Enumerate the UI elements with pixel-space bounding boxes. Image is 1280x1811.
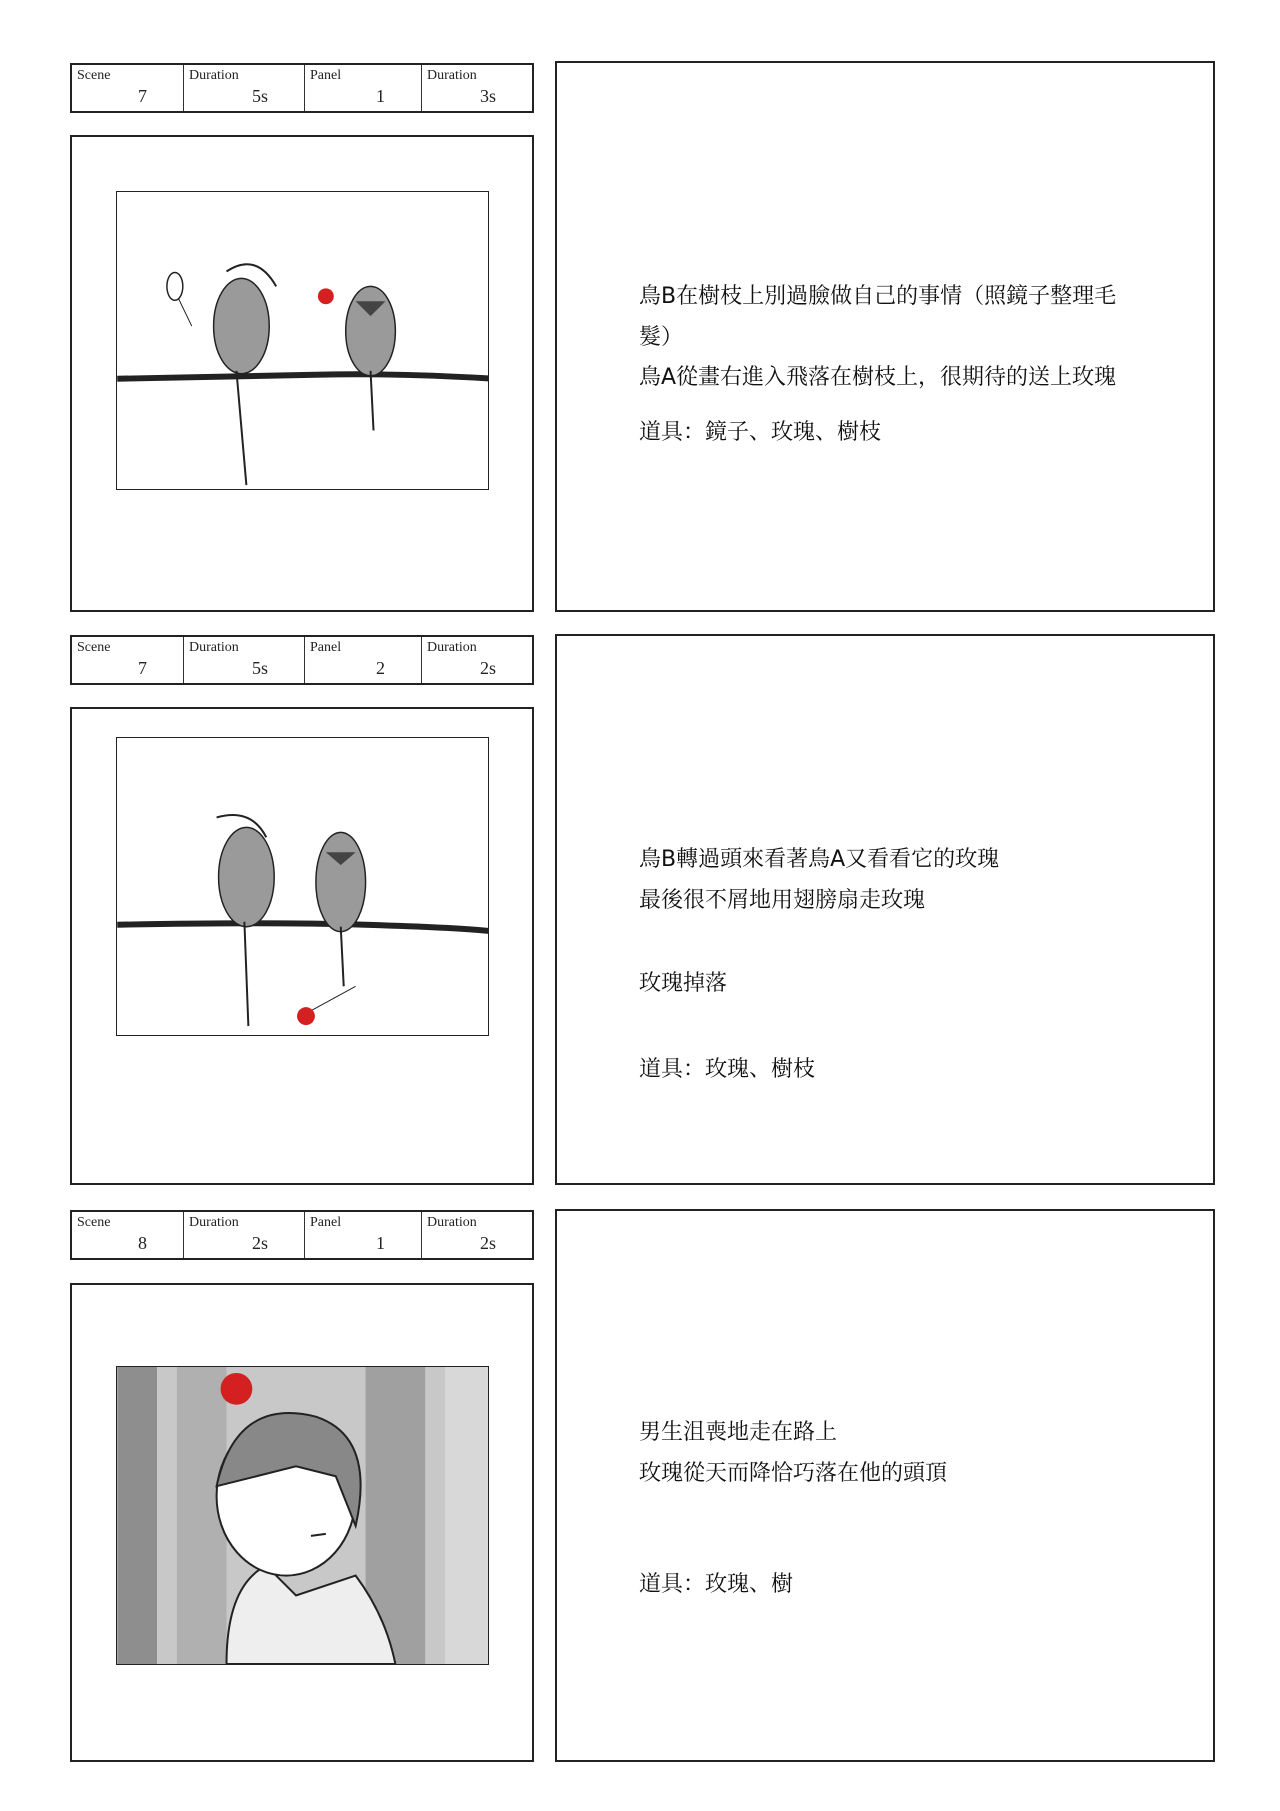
panel-image-box-3 (70, 1283, 534, 1762)
panel-duration-value: 2s (479, 1233, 496, 1253)
panel-image-box-1 (70, 135, 534, 612)
duration-label: Duration (189, 1215, 239, 1230)
scene-value: 7 (138, 86, 147, 106)
description-line: 髮） (639, 325, 684, 350)
description-line: 鳥B在樹枝上別過臉做自己的事情（照鏡子整理毛 (639, 284, 1117, 309)
duration-value: 2s (251, 1233, 268, 1253)
panel-duration-label: Duration (427, 640, 477, 655)
panel-label: Panel (310, 1215, 342, 1230)
sketch-birds-rose-falling (116, 737, 489, 1036)
props-line: 道具：鏡子、玫瑰、樹枝 (639, 420, 882, 445)
panel-duration-value: 2s (479, 658, 496, 678)
description-line: 鳥A從畫右進入飛落在樹枝上，很期待的送上玫瑰 (639, 365, 1117, 390)
description-line: 最後很不屑地用翅膀扇走玫瑰 (639, 888, 926, 913)
panel-header-2 (70, 635, 534, 685)
description-box-1 (555, 61, 1215, 612)
props-line: 道具：玫瑰、樹枝 (639, 1057, 816, 1082)
panel-duration-label: Duration (427, 1215, 477, 1230)
scene-label: Scene (77, 1215, 111, 1230)
duration-value: 5s (251, 86, 268, 106)
description-line: 玫瑰掉落 (639, 971, 728, 996)
scene-value: 7 (138, 658, 147, 678)
panel-duration-value: 3s (479, 86, 496, 106)
duration-value: 5s (251, 658, 268, 678)
scene-value: 8 (138, 1233, 147, 1253)
props-line: 道具：玫瑰、樹 (639, 1572, 794, 1597)
description-line: 男生沮喪地走在路上 (639, 1420, 838, 1445)
panel-value: 1 (376, 86, 385, 106)
panel-image-box-2 (70, 707, 534, 1185)
scene-label: Scene (77, 640, 111, 655)
description-line: 鳥B轉過頭來看著鳥A又看看它的玫瑰 (639, 847, 1000, 872)
panel-duration-label: Duration (427, 68, 477, 83)
panel-label: Panel (310, 640, 342, 655)
panel-value: 1 (376, 1233, 385, 1253)
scene-label: Scene (77, 68, 111, 83)
description-box-2 (555, 634, 1215, 1185)
panel-value: 2 (376, 658, 385, 678)
panel-header-3 (70, 1210, 534, 1260)
description-box-3 (555, 1209, 1215, 1762)
sketch-boy-rose-on-head (116, 1366, 489, 1665)
duration-label: Duration (189, 68, 239, 83)
sketch-birds-mirror (116, 191, 489, 490)
duration-label: Duration (189, 640, 239, 655)
panel-header-1 (70, 63, 534, 113)
description-line: 玫瑰從天而降恰巧落在他的頭頂 (639, 1461, 948, 1486)
panel-label: Panel (310, 68, 342, 83)
